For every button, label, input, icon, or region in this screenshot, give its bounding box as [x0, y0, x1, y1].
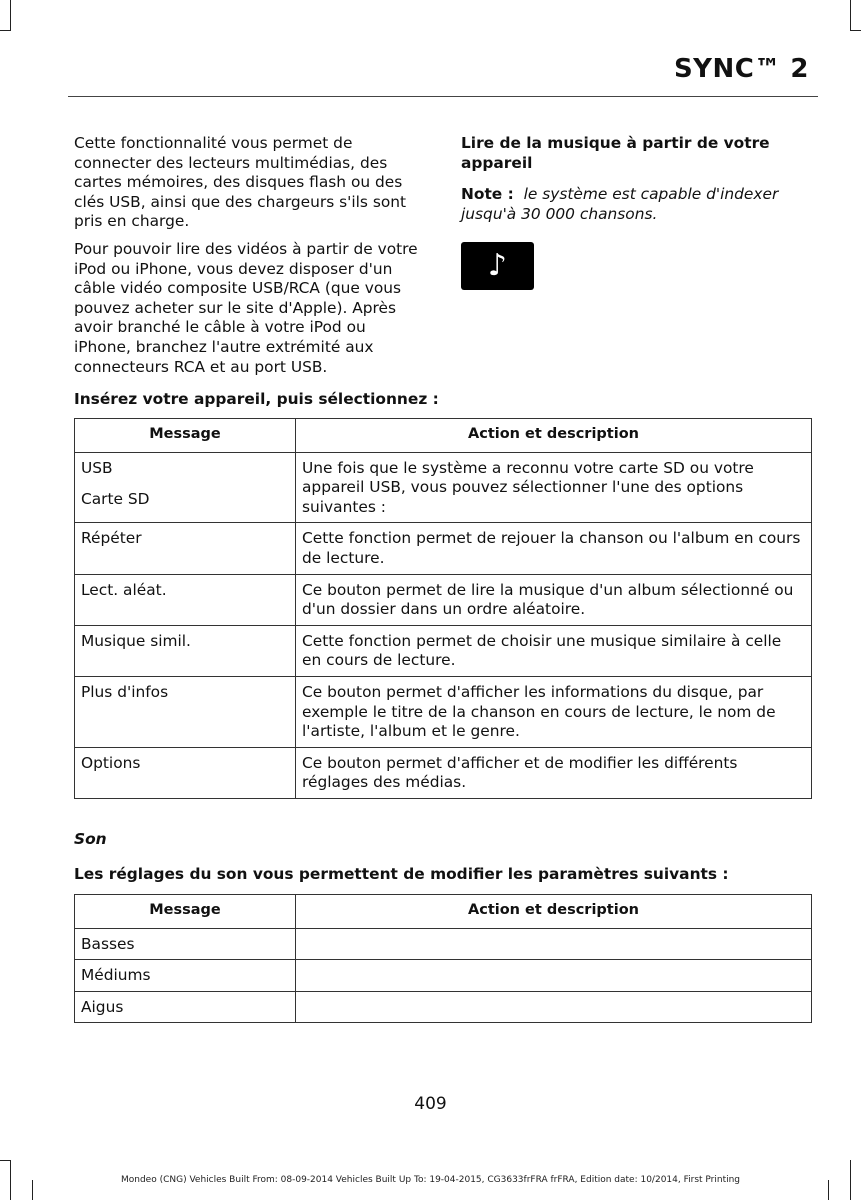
description-cell	[296, 991, 812, 1023]
intro-paragraph: Cette fonctionnalité vous permet de connecter des lecteurs multimédias, des cartes mémoires, des disques flash ou des clés USB, ainsi que des chargeurs s'ils sont pris en charge.	[74, 134, 407, 231]
description-cell	[296, 928, 812, 960]
description-cell: Ce bouton permet d'afficher les informations du disque, par exemple le titre de la chanson en cours de lecture, le nom de l'artiste, l'album et le genre.	[296, 676, 812, 747]
media-options-table	[74, 418, 812, 799]
header-divider	[68, 96, 818, 97]
message-cell	[75, 452, 296, 523]
sound-settings-table	[74, 894, 812, 1023]
table-row	[75, 452, 812, 523]
note-label: Note :	[461, 185, 514, 204]
video-paragraph: Pour pouvoir lire des vidéos à partir de votre iPod ou iPhone, vous devez disposer d'un câble vidéo composite USB/RCA (que vous pouvez acheter sur le site d'Apple). Après avoir branché le câble à votre iPod ou iPhone, branchez l'autre extrémité aux connecteurs RCA et au port USB.	[74, 239, 418, 376]
message-sd-card: Carte SD	[81, 490, 150, 509]
table-row	[75, 523, 812, 574]
table-header-row	[75, 419, 812, 453]
message-usb: USB	[81, 458, 113, 477]
note-text: le système est capable d'indexer jusqu'à 30 000 chansons.	[461, 185, 779, 223]
message-cell: Aigus	[75, 991, 296, 1023]
left-column	[74, 134, 426, 385]
message-cell: Médiums	[75, 960, 296, 992]
column-header-message: Message	[75, 419, 296, 453]
music-note-icon	[461, 242, 534, 290]
description-cell: Une fois que le système a reconnu votre carte SD ou votre appareil USB, vous pouvez sélectionner l'une des options suivantes :	[296, 452, 812, 523]
crop-mark-top-left-h	[0, 30, 11, 31]
table-row	[75, 574, 812, 625]
description-cell: Cette fonction permet de rejouer la chanson ou l'album en cours de lecture.	[296, 523, 812, 574]
message-cell: Plus d'infos	[75, 676, 296, 747]
description-cell: Cette fonction permet de choisir une musique similaire à celle en cours de lecture.	[296, 625, 812, 676]
sound-section-title: Son	[74, 830, 107, 848]
message-cell: Lect. aléat.	[75, 574, 296, 625]
crop-mark-bottom-left-h	[0, 1160, 11, 1161]
media-section-heading: Insérez votre appareil, puis sélectionnez :	[74, 390, 439, 408]
crop-mark-top-right-v	[850, 0, 851, 30]
column-header-action: Action et description	[296, 419, 812, 453]
description-cell: Ce bouton permet d'afficher et de modifier les différents réglages des médias.	[296, 747, 812, 798]
sound-section-heading: Les réglages du son vous permettent de modifier les paramètres suivants :	[74, 865, 729, 883]
table-row	[75, 747, 812, 798]
table-row	[75, 676, 812, 747]
music-note-glyph: ♪	[487, 248, 508, 284]
column-header-message: Message	[75, 895, 296, 929]
music-heading: Lire de la musique à partir de votre appareil	[461, 134, 770, 172]
table-row	[75, 960, 812, 992]
crop-mark-top-right-h	[850, 30, 861, 31]
message-cell: Répéter	[75, 523, 296, 574]
right-column	[461, 134, 816, 290]
message-cell: Options	[75, 747, 296, 798]
column-header-action: Action et description	[296, 895, 812, 929]
table-row	[75, 625, 812, 676]
crop-mark-top-left-v	[10, 0, 11, 30]
message-cell: Musique simil.	[75, 625, 296, 676]
table-header-row	[75, 895, 812, 929]
page-title: SYNC™ 2	[673, 54, 809, 84]
message-cell: Basses	[75, 928, 296, 960]
description-cell: Ce bouton permet de lire la musique d'un album sélectionné ou d'un dossier dans un ordre aléatoire.	[296, 574, 812, 625]
table-row	[75, 991, 812, 1023]
page-number: 409	[414, 1094, 447, 1114]
table-row	[75, 928, 812, 960]
note	[461, 185, 816, 224]
footer-text: Mondeo (CNG) Vehicles Built From: 08-09-2014 Vehicles Built Up To: 19-04-2015, CG3633frFRA frFRA, Edition date: 10/2014, First Printing	[120, 1175, 741, 1185]
description-cell	[296, 960, 812, 992]
